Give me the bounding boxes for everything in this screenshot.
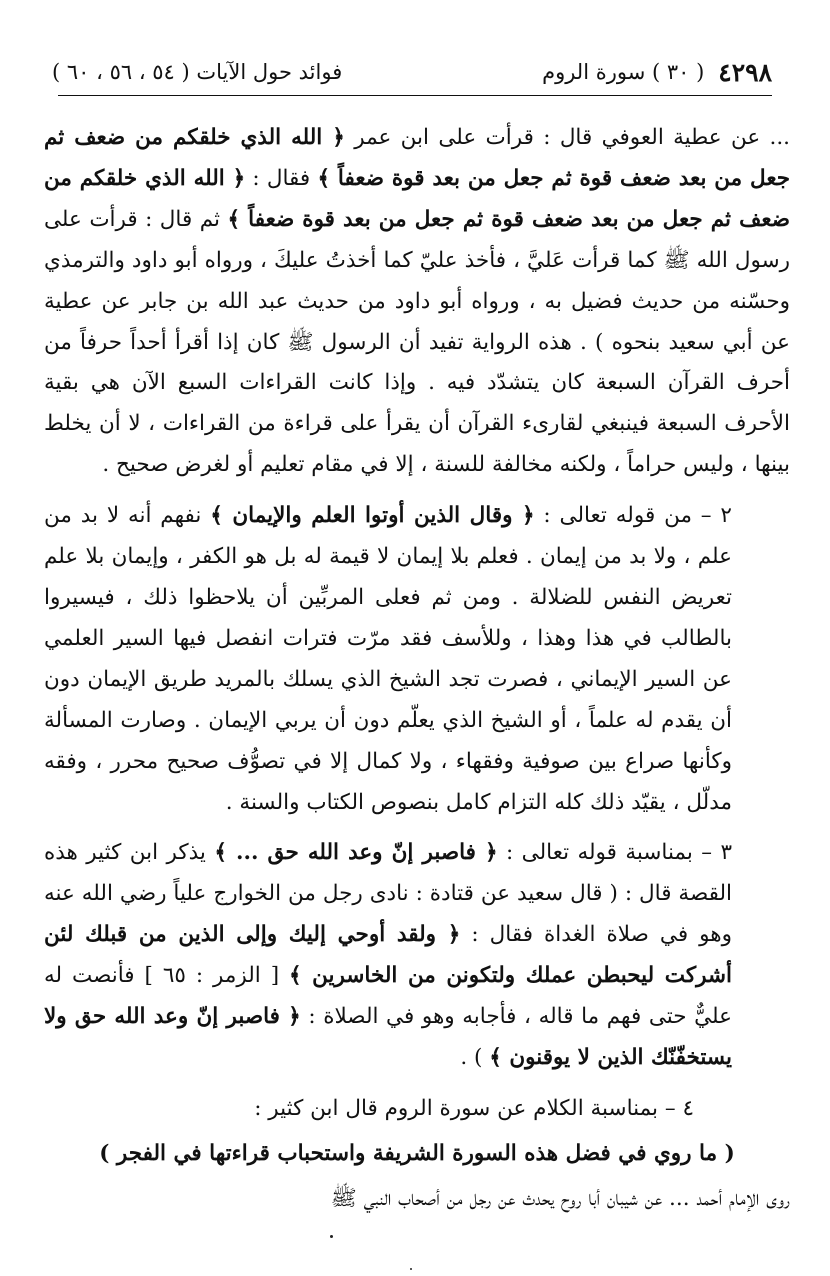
text-segment: يذكر ابن كثير هذه القصة قال : ( قال سعيد عن قتادة : نادى رجل من الخوارج علياً رضي الله عنه وهو في صلاة الغداة فقال : [44, 840, 732, 948]
text-segment: ) . [460, 1044, 490, 1070]
print-speck [330, 1235, 333, 1238]
text-segment: فقال : [245, 165, 318, 191]
header-divider [58, 95, 772, 96]
page-number: ٤٢٩٨ [718, 57, 772, 87]
quran-verse: ﴿ الله الذي خلقكم من ضعف ثم جعل من بعد ضعف قوة ثم جعل من بعد قوة ضعفاً ﴾ [44, 165, 790, 232]
header-right-group [542, 58, 772, 87]
text-segment: نفهم أنه لا بد من علم ، ولا بد من إيمان . فعلم بلا إيمان لا قيمة له بل هو الكفر ، وإيمان بلا علم تعريض النفس للضلالة . ومن ثم فعلى المربِّين أن يلاحظوا ذلك ، فيسيروا بالطالب في هذا وهذا ، وللأسف فقد مرّت فترات انفصل فيها السير العلمي عن السير الإيماني ، فصرت تجد الشيخ الذي يسلك بالمريد طريق الإيمان دون أن يقدم له علماً ، أو الشيخ الذي يعلّم دون أن يربي الإيمان . وصارت المسألة وكأنها صراع بين صوفية وفقهاء ، ولا كمال إلا في تصوُّف صحيح محرر ، وفقه مدلّل ، يقيّد ذلك كله التزام كامل بنصوص الكتاب والسنة . [44, 503, 732, 815]
quran-verse: ﴿ وقال الذين أوتوا العلم والإيمان ﴾ [210, 503, 535, 529]
quran-verse: ﴿ فاصبر إنّ وعد الله حق ... ﴾ [214, 840, 498, 866]
text-segment: ... عن عطية العوفي قال : قرأت على ابن عمر [344, 125, 790, 150]
quran-verse: ﴿ ولقد أوحي إليك وإلى الذين من قبلك لئن أشركت ليحبطن عملك ولتكونن من الخاسرين ﴾ [44, 922, 732, 989]
quran-verse: ﴿ الله الذي خلقكم من ضعف ثم جعل من بعد ضعف قوة ثم جعل من بعد قوة ضعفاً ﴾ [44, 125, 791, 191]
surah-label: ( ٣٠ ) سورة الروم [542, 60, 705, 84]
text-segment: ٣ – بمناسبة قوله تعالى : [497, 840, 732, 866]
page-header [52, 52, 772, 92]
section-title: فوائد حول الآيات ( ٥٤ ، ٥٦ ، ٦٠ ) [52, 60, 343, 84]
section-4-text: روى الإمام أحمد ... عن شيبان أبا روح يحدث عن رجل من أصحاب النبي ﷺ [330, 1185, 790, 1211]
quran-verse: ﴿ فاصبر إنّ وعد الله حق ولا يستخفّنّك الذين لا يوقنون ﴾ [44, 1004, 732, 1070]
section-4-intro: ٤ – بمناسبة الكلام عن سورة الروم قال ابن كثير : [254, 1095, 694, 1121]
text-segment: [ الزمر : ٦٥ ] فأنصت له عليٌّ حتى فهم ما قاله ، فأجابه وهو في الصلاة : [44, 963, 732, 1030]
text-segment: ثم قال : قرأت على رسول الله ﷺ كما قرأت عَليَّ ، فأخذ عليّ كما أخذتُ عليكَ ، ورواه أبو داود والترمذي وحسّنه من حديث فضيل به ، ورواه أبو داود من حديث عبد الله بن جابر عن عطية عن أبي سعيد بنحوه ) . هذه الرواية تفيد أن الرسول ﷺ كان إذا أقرأ أحداً حرفاً من أحرف القرآن السبعة كان يتشدّد فيه . وإذا كانت القراءات السبع الآن هي بقية الأحرف السبعة فينبغي لقارىء القرآن أن يقرأ على قراءة من القراءات ، لا أن يخلط بينها ، وليس حراماً ، ولكنه مخالفة للسنة ، إلا في مقام تعليم أو لغرض صحيح . [44, 206, 790, 478]
paragraph-3 [44, 833, 790, 1078]
page-body [44, 118, 790, 1220]
paragraph-1 [44, 118, 790, 486]
text-segment: ٢ – من قوله تعالى : [534, 503, 732, 529]
section-4-heading: ( ما روي في فضل هذه السورة الشريفة واستحباب قراءتها في الفجر ) [99, 1140, 735, 1166]
paragraph-2 [44, 496, 790, 823]
print-speck [410, 1268, 412, 1270]
